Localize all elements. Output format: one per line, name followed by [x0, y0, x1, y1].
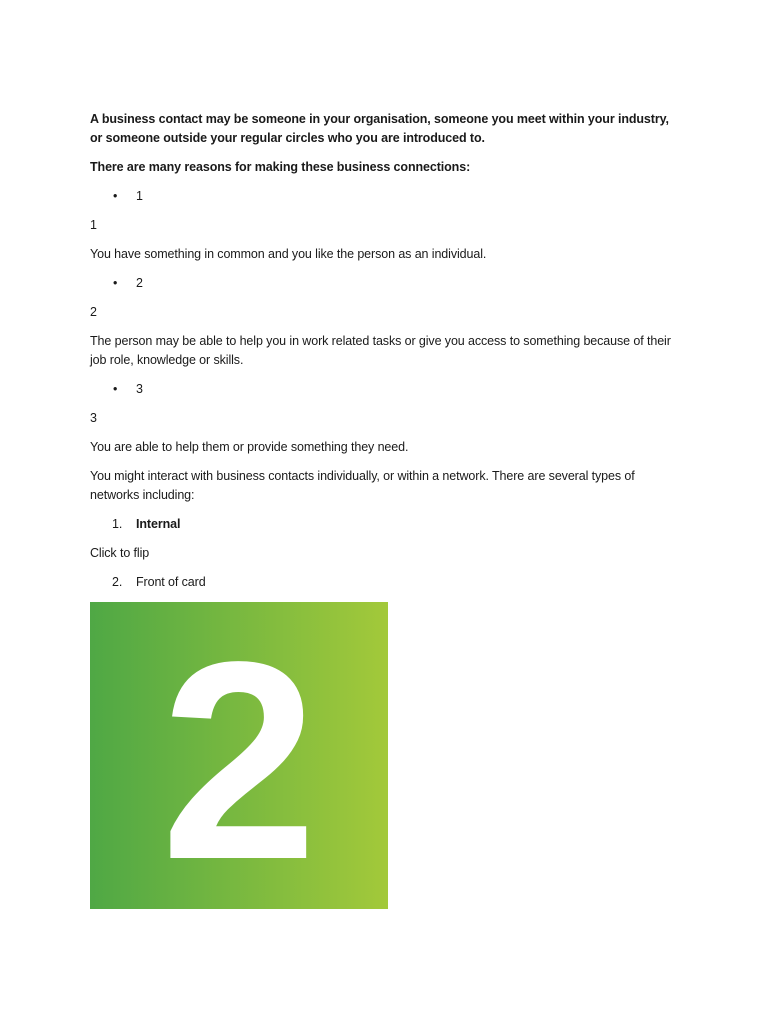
reason-2-number: 2 [90, 305, 97, 319]
networks-list-2 [90, 573, 680, 592]
reason-2-text: The person may be able to help you in work related tasks or give you access to something because of their job role, knowledge or skills. [90, 334, 671, 367]
reason-2-bullet: • 2 [90, 274, 680, 293]
digit-two-graphic [90, 602, 388, 909]
click-to-flip-link[interactable]: Click to flip [90, 546, 150, 560]
network-item-2-number: 2. [112, 575, 123, 589]
reason-3-bullet: • 3 [90, 380, 680, 399]
reason-3-bullet-list [90, 380, 680, 399]
intro-paragraph: A business contact may be someone in your organisation, someone you meet within your industry, or someone outside your regular circles who you are introduced to. [90, 112, 669, 145]
reasons-heading: There are many reasons for making these business connections: [90, 160, 471, 174]
reason-1-text: You have something in common and you like the person as an individual. [90, 247, 487, 261]
network-item-front-of-card [90, 573, 680, 592]
document-page [90, 110, 680, 909]
network-item-internal [90, 515, 680, 534]
reason-1-number: 1 [90, 218, 97, 232]
reason-3-number: 3 [90, 411, 97, 425]
networks-paragraph: You might interact with business contacts individually, or within a network. There are several types of networks including: [90, 469, 635, 502]
reason-2-bullet-list [90, 274, 680, 293]
network-item-1-number: 1. [112, 517, 123, 531]
reason-3-text: You are able to help them or provide something they need. [90, 440, 409, 454]
reason-1-bullet: • 1 [90, 187, 680, 206]
networks-list-1 [90, 515, 680, 534]
card-digit: 2 [160, 603, 318, 909]
network-item-2-label: Front of card [136, 575, 206, 589]
flip-card-front-image[interactable] [90, 602, 388, 909]
reason-1-bullet-list [90, 187, 680, 206]
network-item-1-label: Internal [136, 517, 181, 531]
